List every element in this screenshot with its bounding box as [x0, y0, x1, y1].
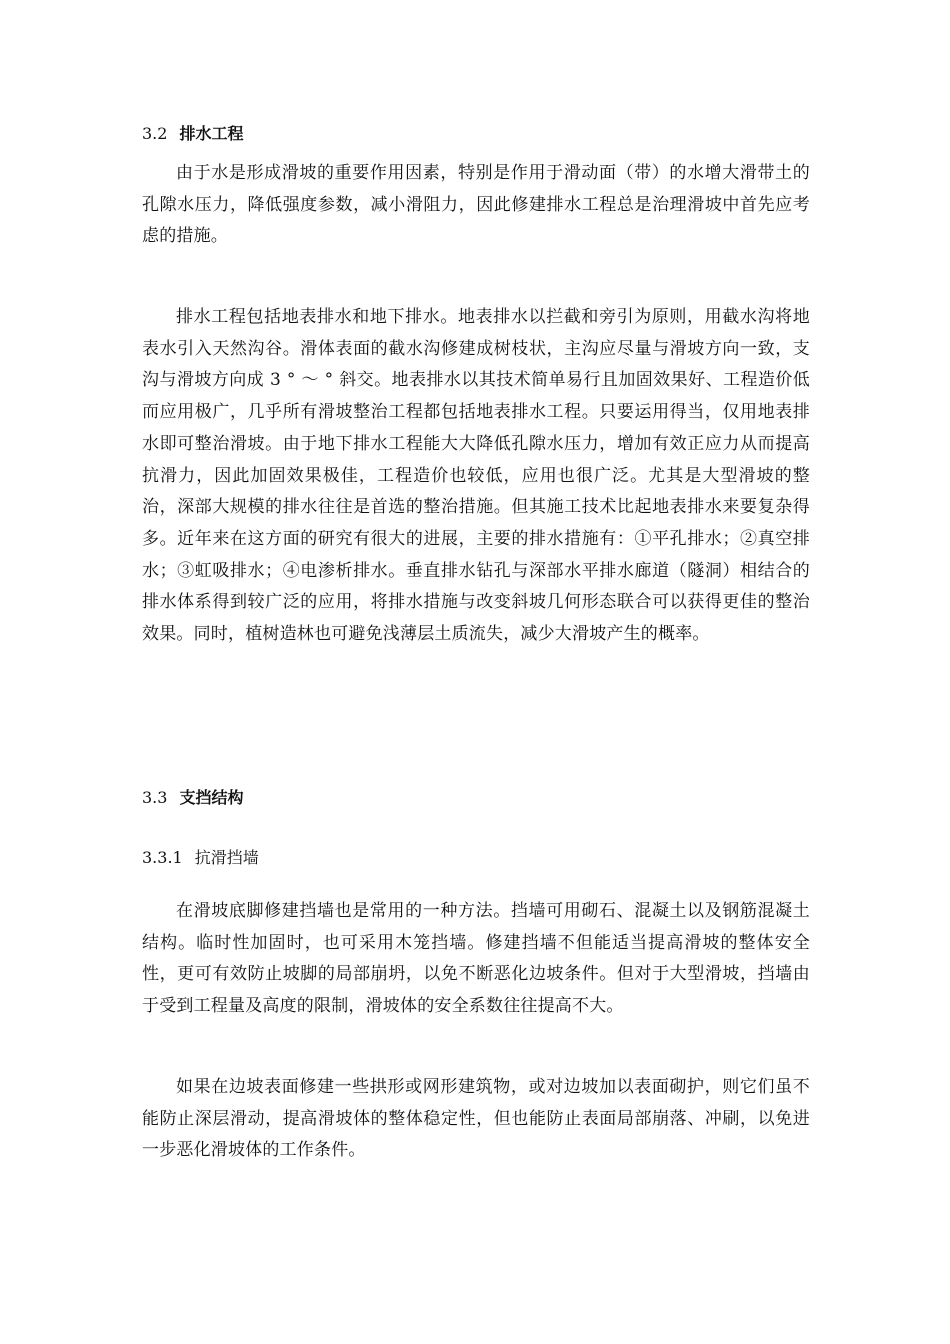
- section-title: 支挡结构: [179, 788, 244, 807]
- paragraph-surface-protection: 如果在边坡表面修建一些拱形或网形建筑物，或对边坡加以表面砌护，则它们虽不能防止深层滑动，提高滑坡体的整体稳定性，但也能防止表面局部崩落、冲刷，以免进一步恶化滑坡体的工作条件。: [142, 1077, 810, 1161]
- section-heading-3-2: [142, 124, 243, 144]
- section-number: 3.3: [142, 788, 168, 807]
- section-heading-3-3: [142, 788, 243, 808]
- section-title: 抗滑挡墙: [194, 848, 259, 867]
- section-number: 3.3.1: [142, 848, 183, 867]
- paragraph-drainage-detail: 排水工程包括地表排水和地下排水。地表排水以拦截和旁引为原则，用截水沟将地表水引入天然沟谷。滑体表面的截水沟修建成树枝状，主沟应尽量与滑坡方向一致，支沟与滑坡方向成 3 ° ～ ° 斜交。地表排水以其技术简单易行且加固效果好、工程造价低而应用极广，几乎所有滑坡整治工程都包括地表排水工程。只要运用得当，仅用地表排水即可整治滑坡。由于地下排水工程能大大降低孔隙水压力，增加有效正应力从而提高抗滑力，因此加固效果极佳，工程造价也较低，应用也很广泛。尤其是大型滑坡的整治，深部大规模的排水往往是首选的整治措施。但其施工技术比起地表排水来要复杂得多。近年来在这方面的研究有很大的进展，主要的排水措施有：①平孔排水；②真空排水；③虹吸排水；④电渗析排水。垂直排水钻孔与深部水平排水廊道（隧洞）相结合的排水体系得到较广泛的应用，将排水措施与改变斜坡几何形态联合可以获得更佳的整治效果。同时，植树造林也可避免浅薄层土质流失，减少大滑坡产生的概率。: [142, 307, 810, 645]
- paragraph-retaining-wall: 在滑坡底脚修建挡墙也是常用的一种方法。挡墙可用砌石、混凝土以及钢筋混凝土结构。临时性加固时，也可采用木笼挡墙。修建挡墙不但能适当提高滑坡的整体安全性，更可有效防止坡脚的局部崩坍，以免不断恶化边坡条件。但对于大型滑坡，挡墙由于受到工程量及高度的限制，滑坡体的安全系数往往提高不大。: [142, 901, 810, 1017]
- section-title: 排水工程: [179, 124, 244, 143]
- section-number: 3.2: [142, 124, 168, 143]
- paragraph-drainage-intro: 由于水是形成滑坡的重要作用因素，特别是作用于滑动面（带）的水增大滑带土的孔隙水压力，降低强度参数，减小滑阻力，因此修建排水工程总是治理滑坡中首先应考虑的措施。: [142, 163, 810, 247]
- section-heading-3-3-1: [142, 848, 259, 868]
